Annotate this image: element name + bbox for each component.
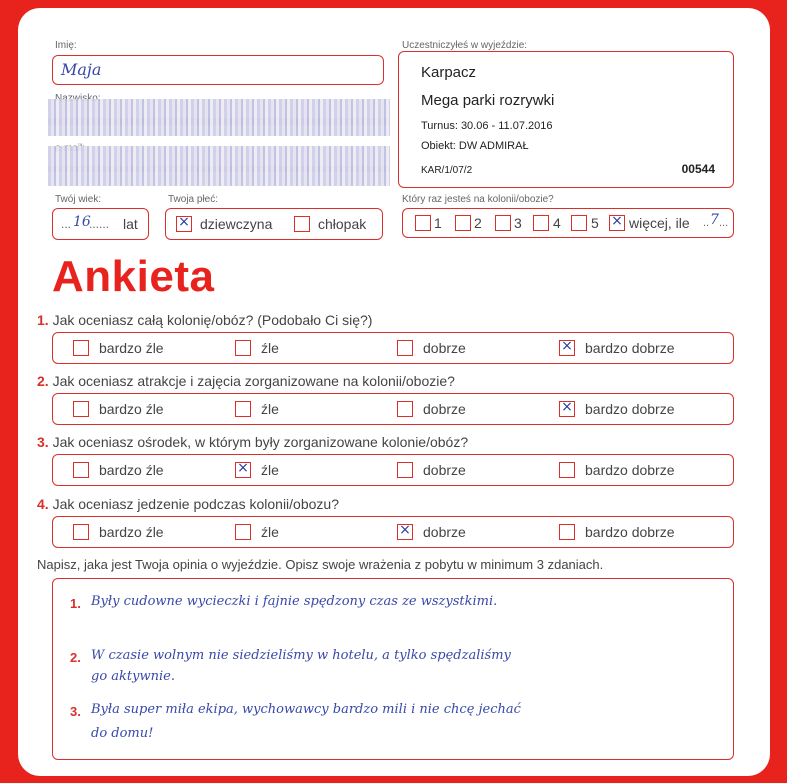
- trip-turnus: Turnus: 30.06 - 11.07.2016: [421, 120, 553, 132]
- trip-code: KAR/1/07/2: [421, 165, 473, 176]
- question-4-option-1-checkbox[interactable]: [73, 524, 89, 540]
- visit-3-label: 3: [514, 215, 522, 231]
- opinion-line-3b: do domu!: [91, 726, 154, 741]
- question-3-label: Jak oceniasz ośrodek, w którym były zorganizowane kolonie/obóz?: [52, 434, 469, 450]
- question-4-option-1-label: bardzo źle: [99, 524, 164, 540]
- question-4-option-3-checkbox[interactable]: [397, 524, 413, 540]
- question-2-option-4-label: bardzo dobrze: [585, 401, 675, 417]
- visit-1-checkbox[interactable]: [415, 215, 431, 231]
- gender-label: Twoja płeć:: [168, 194, 219, 205]
- visit-3-checkbox[interactable]: [495, 215, 511, 231]
- male-option: chłopak: [318, 216, 367, 232]
- question-4-number: 4.: [37, 496, 49, 512]
- visit-2-checkbox[interactable]: [455, 215, 471, 231]
- question-1-option-2-checkbox[interactable]: [235, 340, 251, 356]
- trip-program: Mega parki rozrywki: [421, 92, 555, 109]
- question-2-option-1-checkbox[interactable]: [73, 401, 89, 417]
- question-3-option-3-checkbox[interactable]: [397, 462, 413, 478]
- visit-4-checkbox[interactable]: [533, 215, 549, 231]
- question-1-option-3-checkbox[interactable]: [397, 340, 413, 356]
- check-mark: ×: [561, 399, 573, 415]
- opinion-prompt: Napisz, jaka jest Twoja opinia o wyjeździe. Opisz swoje wrażenia z pobytu w minimum 3 zdaniach.: [37, 557, 604, 572]
- survey-title: Ankieta: [52, 252, 215, 301]
- check-mark: ×: [561, 338, 573, 354]
- question-1-text: [37, 312, 372, 328]
- question-3-option-2-checkbox[interactable]: [235, 462, 251, 478]
- visit-5-label: 5: [591, 215, 599, 231]
- question-1-label: Jak oceniasz całą kolonię/obóz? (Podobało Ci się?): [52, 312, 373, 328]
- trip-label: Uczestniczyłeś w wyjeździe:: [402, 40, 528, 51]
- check-mark: ×: [237, 460, 249, 476]
- question-2-option-3-label: dobrze: [423, 401, 466, 417]
- question-3-option-2-label: źle: [261, 462, 279, 478]
- visit-2-label: 2: [474, 215, 482, 231]
- question-4-option-2-checkbox[interactable]: [235, 524, 251, 540]
- gender-field: [165, 208, 383, 240]
- question-4-text: [37, 496, 339, 512]
- question-2-number: 2.: [37, 373, 49, 389]
- trip-object: Obiekt: DW ADMIRAŁ: [421, 140, 529, 152]
- visits-label: Który raz jesteś na kolonii/obozie?: [402, 194, 554, 205]
- opinion-line-1a: Były cudowne wycieczki i fajnie spędzony czas ze wszystkimi.: [91, 594, 498, 609]
- question-1-options: [52, 332, 734, 364]
- question-2-option-1-label: bardzo źle: [99, 401, 164, 417]
- question-4-options: [52, 516, 734, 548]
- name-label: Imię:: [55, 40, 77, 51]
- question-4-option-4-label: bardzo dobrze: [585, 524, 675, 540]
- opinion-line-2a: W czasie wolnym nie siedzieliśmy w hotelu, a tylko spędzaliśmy: [91, 648, 511, 663]
- question-4-label: Jak oceniasz jedzenie podczas kolonii/obozu?: [52, 496, 339, 512]
- question-4-option-4-checkbox[interactable]: [559, 524, 575, 540]
- question-1-option-3-label: dobrze: [423, 340, 466, 356]
- trip-info-box: [398, 51, 734, 188]
- opinion-num-2: 2.: [70, 650, 81, 665]
- question-3-option-1-label: bardzo źle: [99, 462, 164, 478]
- question-1-option-1-checkbox[interactable]: [73, 340, 89, 356]
- question-2-option-2-checkbox[interactable]: [235, 401, 251, 417]
- question-2-text: [37, 373, 455, 389]
- visit-more-checkbox[interactable]: [609, 215, 625, 231]
- female-option: dziewczyna: [200, 216, 273, 232]
- visits-field: 1 2 3 4 5 × więcej, ile .. 7 ...: [402, 208, 734, 238]
- question-2-option-3-checkbox[interactable]: [397, 401, 413, 417]
- name-field[interactable]: [52, 55, 384, 85]
- question-1-option-4-checkbox[interactable]: [559, 340, 575, 356]
- age-label: Twój wiek:: [55, 194, 102, 205]
- question-3-options: [52, 454, 734, 486]
- age-field[interactable]: ... 16 ...... lat: [52, 208, 149, 240]
- male-checkbox[interactable]: [294, 216, 310, 232]
- visit-1-label: 1: [434, 215, 442, 231]
- opinion-num-1: 1.: [70, 596, 81, 611]
- question-3-option-4-checkbox[interactable]: [559, 462, 575, 478]
- surname-redacted-2: [48, 118, 390, 136]
- question-2-options: [52, 393, 734, 425]
- name-value: Maja: [61, 60, 102, 79]
- question-1-number: 1.: [37, 312, 49, 328]
- visit-count-value: 7: [710, 212, 719, 228]
- question-3-option-3-label: dobrze: [423, 462, 466, 478]
- question-1-option-4-label: bardzo dobrze: [585, 340, 675, 356]
- visit-more-label: więcej, ile: [629, 215, 690, 231]
- trip-place: Karpacz: [421, 64, 477, 81]
- opinion-line-3a: Była super miła ekipa, wychowawcy bardzo mili i nie chcę jechać: [91, 702, 521, 717]
- opinion-line-2b: go aktywnie.: [91, 669, 175, 684]
- trip-number: 00544: [681, 162, 715, 176]
- visit-5-checkbox[interactable]: [571, 215, 587, 231]
- question-1-option-1-label: bardzo źle: [99, 340, 164, 356]
- question-3-number: 3.: [37, 434, 49, 450]
- age-value: 16: [73, 214, 91, 230]
- age-unit: lat: [123, 216, 138, 232]
- question-1-option-2-label: źle: [261, 340, 279, 356]
- question-3-option-1-checkbox[interactable]: [73, 462, 89, 478]
- check-mark: ×: [399, 522, 411, 538]
- question-3-option-4-label: bardzo dobrze: [585, 462, 675, 478]
- question-2-label: Jak oceniasz atrakcje i zajęcia zorganizowane na kolonii/obozie?: [52, 373, 455, 389]
- question-4-option-2-label: źle: [261, 524, 279, 540]
- email-redacted-2: [48, 166, 390, 186]
- visit-more-check-mark: ×: [611, 213, 623, 229]
- question-3-text: [37, 434, 468, 450]
- visit-4-label: 4: [553, 215, 561, 231]
- opinion-box[interactable]: [52, 578, 734, 760]
- question-4-option-3-label: dobrze: [423, 524, 466, 540]
- question-2-option-2-label: źle: [261, 401, 279, 417]
- female-checkbox[interactable]: [176, 216, 192, 232]
- opinion-num-3: 3.: [70, 704, 81, 719]
- female-check-mark: ×: [178, 214, 190, 230]
- question-2-option-4-checkbox[interactable]: [559, 401, 575, 417]
